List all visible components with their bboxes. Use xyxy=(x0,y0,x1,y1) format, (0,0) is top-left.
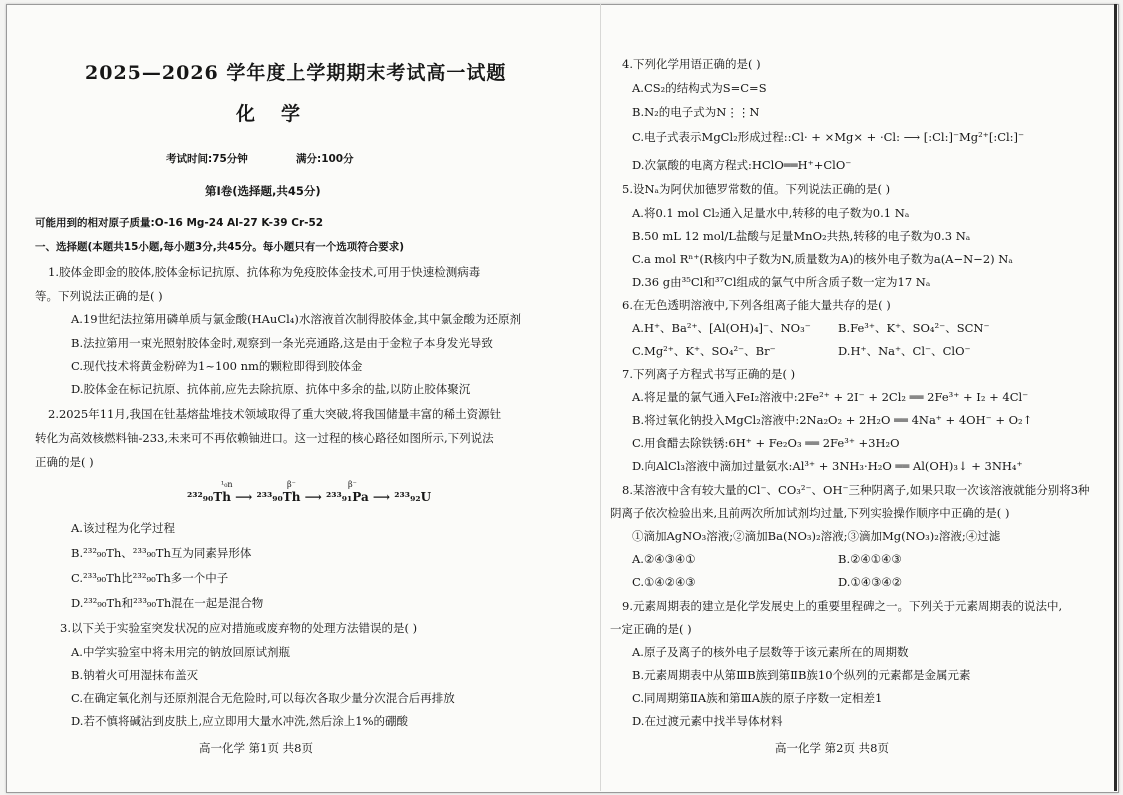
q2-arrow1-label: ¹₀n xyxy=(221,480,233,489)
q5-option-c: C.a mol Rⁿ⁺(R核内中子数为N,质量数为A)的核外电子数为a(A−N−2) Nₐ xyxy=(632,252,1013,266)
q9-option-b: B.元素周期表中从第ⅢB族到第ⅡB族10个纵列的元素都是金属元素 xyxy=(632,668,971,682)
q7-stem: 7.下列离子方程式书写正确的是( ) xyxy=(622,367,796,381)
q3-stem: 3.以下关于实验室突发状况的应对措施或废弃物的处理方法错误的是( ) xyxy=(60,621,418,635)
q3-option-a: A.中学实验室中将未用完的钠放回原试剂瓶 xyxy=(71,645,290,659)
q7-option-a: A.将足量的氯气通入FeI₂溶液中:2Fe²⁺ + 2I⁻ + 2Cl₂ ══ 2Fe³⁺ + I₂ + 4Cl⁻ xyxy=(632,390,1029,404)
atomic-mass-line: 可能用到的相对原子质量:O-16 Mg-24 Al-27 K-39 Cr-52 xyxy=(35,217,324,229)
q9-option-d: D.在过渡元素中找半导体材料 xyxy=(632,714,783,728)
page-fold xyxy=(600,4,601,791)
q8-option-a: A.②④③④① xyxy=(632,552,696,566)
q2-stem-line2: 转化为高效核燃料铀-233,未来可不再依赖铀进口。这一过程的核心路径如图所示,下列说法 xyxy=(35,431,494,445)
q8-option-b: B.②④①④③ xyxy=(838,552,902,566)
q4-option-d: D.次氯酸的电离方程式:HClO══H⁺+ClO⁻ xyxy=(632,158,852,172)
subject-title: 化学 xyxy=(236,103,327,125)
q2-option-a: A.该过程为化学过程 xyxy=(71,521,175,535)
q2-arrow3-label: β⁻ xyxy=(348,480,357,489)
q8-option-d: D.①④③④② xyxy=(838,575,903,589)
q4-option-c: C.电子式表示MgCl₂形成过程::Cl· + ×Mg× + ·Cl: ⟶ [:Cl:]⁻Mg²⁺[:Cl:]⁻ xyxy=(632,130,1025,144)
q1-stem-line1: 1.胶体金即金的胶体,胶体金标记抗原、抗体称为免疫胶体金技术,可用于快速检测病毒 xyxy=(48,265,481,279)
q6-option-c: C.Mg²⁺、K⁺、SO₄²⁻、Br⁻ xyxy=(632,344,776,358)
q2-option-c: C.²³³₉₀Th比²³²₉₀Th多一个中子 xyxy=(71,571,229,585)
q6-option-a: A.H⁺、Ba²⁺、[Al(OH)₄]⁻、NO₃⁻ xyxy=(632,321,811,335)
q4-stem: 4.下列化学用语正确的是( ) xyxy=(622,57,761,71)
q9-stem-line1: 9.元素周期表的建立是化学发展史上的重要里程碑之一。下列关于元素周期表的说法中, xyxy=(622,599,1063,613)
q9-stem-line2: 一定正确的是( ) xyxy=(610,622,692,636)
exam-time: 考试时间:75分钟 xyxy=(166,153,248,165)
q2-nuclear-equation: ²³²₉₀Th ⟶ ²³³₉₀Th ⟶ ²³³₉₁Pa ⟶ ²³³₉₂U xyxy=(187,490,432,504)
q6-option-b: B.Fe³⁺、K⁺、SO₄²⁻、SCN⁻ xyxy=(838,321,990,335)
q1-option-d: D.胶体金在标记抗原、抗体前,应先去除抗原、抗体中多余的盐,以防止胶体聚沉 xyxy=(71,382,471,396)
q1-stem-line2: 等。下列说法正确的是( ) xyxy=(35,289,163,303)
q5-option-d: D.36 g由³⁵Cl和³⁷Cl组成的氯气中所含质子数一定为17 Nₐ xyxy=(632,275,931,289)
right-page-footer: 高一化学 第2页 共8页 xyxy=(775,741,889,755)
q5-option-b: B.50 mL 12 mol/L盐酸与足量MnO₂共热,转移的电子数为0.3 Nₐ xyxy=(632,229,971,243)
q5-stem: 5.设Nₐ为阿伏加德罗常数的值。下列说法正确的是( ) xyxy=(622,182,891,196)
q8-stem-line2: 阴离子依次检验出来,且前两次所加试剂均过量,下列实验操作顺序中正确的是( ) xyxy=(610,506,1010,520)
q2-arrow2-label: β⁻ xyxy=(287,480,296,489)
q9-option-c: C.同周期第ⅡA族和第ⅢA族的原子序数一定相差1 xyxy=(632,691,883,705)
q7-option-b: B.将过氧化钠投入MgCl₂溶液中:2Na₂O₂ + 2H₂O ══ 4Na⁺ + 4OH⁻ + O₂↑ xyxy=(632,413,1033,427)
q2-option-b: B.²³²₉₀Th、²³³₉₀Th互为同素异形体 xyxy=(71,546,252,560)
q6-stem: 6.在无色透明溶液中,下列各组离子能大量共存的是( ) xyxy=(622,298,891,312)
q7-option-d: D.向AlCl₃溶液中滴加过量氨水:Al³⁺ + 3NH₃·H₂O ══ Al(OH)₃↓ + 3NH₄⁺ xyxy=(632,459,1023,473)
q5-option-a: A.将0.1 mol Cl₂通入足量水中,转移的电子数为0.1 Nₐ xyxy=(632,206,910,220)
q8-operations: ①滴加AgNO₃溶液;②滴加Ba(NO₃)₂溶液;③滴加Mg(NO₃)₂溶液;④过滤 xyxy=(632,529,1001,543)
scan-edge xyxy=(1114,4,1117,791)
q8-stem-line1: 8.某溶液中含有较大量的Cl⁻、CO₃²⁻、OH⁻三种阴离子,如果只取一次该溶液就能分别将3种 xyxy=(622,483,1090,497)
q8-option-c: C.①④②④③ xyxy=(632,575,696,589)
q7-option-c: C.用食醋去除铁锈:6H⁺ + Fe₂O₃ ══ 2Fe³⁺ +3H₂O xyxy=(632,436,900,450)
q2-option-d: D.²³²₉₀Th和²³³₉₀Th混在一起是混合物 xyxy=(71,596,264,610)
q3-option-b: B.钠着火可用湿抹布盖灭 xyxy=(71,668,199,682)
full-score: 满分:100分 xyxy=(296,153,354,165)
q1-option-b: B.法拉第用一束光照射胶体金时,观察到一条光亮通路,这是由于金粒子本身发光导致 xyxy=(71,336,493,350)
q9-option-a: A.原子及离子的核外电子层数等于该元素所在的周期数 xyxy=(632,645,909,659)
q6-option-d: D.H⁺、Na⁺、Cl⁻、ClO⁻ xyxy=(838,344,971,358)
exam-title: 2025—2026 学年度上学期期末考试高一试题 xyxy=(85,62,507,84)
q1-option-a: A.19世纪法拉第用磷单质与氯金酸(HAuCl₄)水溶液首次制得胶体金,其中氯金酸为还原剂 xyxy=(71,312,522,326)
part-title: 第Ⅰ卷(选择题,共45分) xyxy=(205,184,321,198)
q4-option-b: B.N₂的电子式为N⋮⋮N xyxy=(632,105,760,119)
left-page-footer: 高一化学 第1页 共8页 xyxy=(199,741,313,755)
q2-stem-line1: 2.2025年11月,我国在钍基熔盐堆技术领域取得了重大突破,将我国储量丰富的稀土资源钍 xyxy=(48,407,502,421)
q3-option-d: D.若不慎将碱沾到皮肤上,应立即用大量水冲洗,然后涂上1%的硼酸 xyxy=(71,714,409,728)
section-heading: 一、选择题(本题共15小题,每小题3分,共45分。每小题只有一个选项符合要求) xyxy=(35,241,405,253)
q2-stem-line3: 正确的是( ) xyxy=(35,455,94,469)
q1-option-c: C.现代技术将黄金粉碎为1~100 nm的颗粒即得到胶体金 xyxy=(71,359,363,373)
q3-option-c: C.在确定氧化剂与还原剂混合无危险时,可以每次各取少量分次混合后再排放 xyxy=(71,691,455,705)
q4-option-a: A.CS₂的结构式为S=C=S xyxy=(632,81,767,95)
